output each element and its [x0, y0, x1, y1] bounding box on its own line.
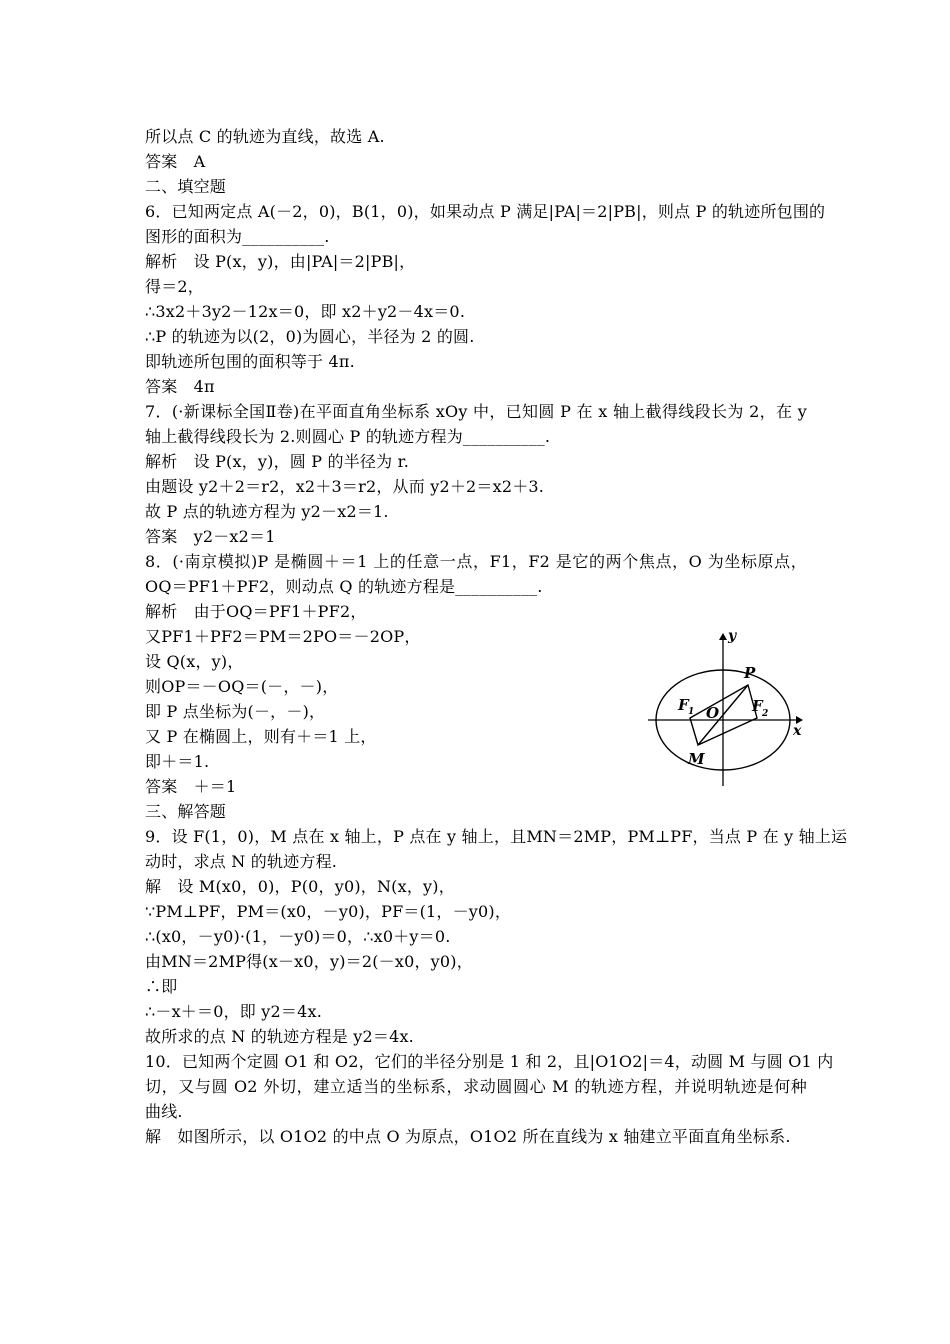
solution-line: 即＋＝1. [145, 752, 210, 771]
solution-line: 即轨迹所包围的面积等于 4π. [145, 352, 355, 371]
section-heading: 三、解答题 [145, 802, 227, 821]
ellipse-figure [640, 628, 815, 788]
question-6: 6．已知两定点 A(－2，0)，B(1，0)，如果动点 P 满足|PA|＝2|PB|，则点 P 的轨迹所包围的 [145, 202, 826, 221]
solution-line: 解 设 M(x0，0)，P(0，y0)，N(x，y)， [145, 877, 455, 896]
solution-line: 由题设 y2＋2＝r2，x2＋3＝r2，从而 y2＋2＝x2＋3. [145, 477, 545, 496]
solution-line: 得＝2， [145, 277, 204, 296]
solution-line: ∴－x＋＝0，即 y2＝4x. [145, 1002, 322, 1021]
point-f1-label: F [678, 696, 689, 714]
question-8: 8．(·南京模拟)P 是椭圆＋＝1 上的任意一点，F1，F2 是它的两个焦点，O 为坐标原点， [145, 552, 807, 571]
solution-line: ∴即 [145, 977, 178, 996]
x-axis-label: x [793, 723, 802, 739]
question-9-cont: 动时，求点 N 的轨迹方程. [145, 852, 338, 871]
solution-line: 则OP＝－OQ＝(－，－)， [145, 677, 339, 696]
solution-line: 又PF1＋PF2＝PM＝2PO＝－2OP， [145, 627, 421, 646]
solution-line: 即 P 点坐标为(－，－)， [145, 702, 326, 721]
section-heading: 二、填空题 [145, 177, 227, 196]
point-p-label: P [744, 664, 756, 682]
answer-line: 答案 ＋＝1 [145, 777, 237, 796]
point-f1-subscript: 1 [688, 707, 695, 717]
answer-line: 答案 y2－x2＝1 [145, 527, 276, 546]
solution-line: 故 P 点的轨迹方程为 y2－x2＝1. [145, 502, 389, 521]
text-line: 所以点 C 的轨迹为直线，故选 A. [145, 127, 385, 146]
point-m-label: M [688, 750, 705, 768]
solution-line: ∴(x0，－y0)·(1，－y0)＝0，∴x0＋y＝0. [145, 927, 451, 946]
question-8-cont: OQ＝PF1＋PF2，则动点 Q 的轨迹方程是__________. [145, 577, 543, 596]
origin-label: O [706, 704, 720, 722]
question-7: 7．(·新课标全国Ⅱ卷)在平面直角坐标系 xOy 中，已知圆 P 在 x 轴上截得线段长为 2，在 y [145, 402, 807, 421]
question-6-cont: 图形的面积为__________. [145, 227, 330, 246]
solution-line: ∵PM⊥PF，PM＝(x0，－y0)，PF＝(1，－y0)， [145, 902, 512, 921]
answer-line: 答案 A [145, 152, 206, 171]
solution-line: 解析 由于OQ＝PF1＋PF2， [145, 602, 367, 621]
question-7-cont: 轴上截得线段长为 2.则圆心 P 的轨迹方程为__________. [145, 427, 551, 446]
solution-line: 解 如图所示，以 O1O2 的中点 O 为原点，O1O2 所在直线为 x 轴建立平面直角坐标系. [145, 1127, 791, 1146]
solution-line: 又 P 在椭圆上，则有＋＝1 上， [145, 727, 377, 746]
question-10-cont: 曲线. [145, 1102, 183, 1121]
solution-line: 解析 设 P(x，y)，圆 P 的半径为 r. [145, 452, 409, 471]
point-f2-subscript: 2 [762, 709, 769, 719]
solution-line: 故所求的点 N 的轨迹方程是 y2＝4x. [145, 1027, 414, 1046]
solution-line: 由MN＝2MP得(x－x0，y)＝2(－x0，y0)， [145, 952, 473, 971]
solution-line: 解析 设 P(x，y)，由|PA|＝2|PB|， [145, 252, 416, 271]
question-10-cont: 切，又与圆 O2 外切，建立适当的坐标系，求动圆圆心 M 的轨迹方程，并说明轨迹是何种 [145, 1077, 807, 1096]
y-axis-label: y [728, 628, 737, 644]
solution-line: ∴P 的轨迹为以(2，0)为圆心，半径为 2 的圆. [145, 327, 475, 346]
solution-line: 设 Q(x，y)， [145, 652, 244, 671]
solution-line: ∴3x2＋3y2－12x＝0，即 x2＋y2－4x＝0. [145, 302, 466, 321]
point-f2-label: F [752, 697, 763, 715]
answer-line: 答案 4π [145, 377, 215, 396]
question-10: 10．已知两个定圆 O1 和 O2，它们的半径分别是 1 和 2，且|O1O2|＝4，动圆 M 与圆 O1 内 [145, 1052, 834, 1071]
question-9: 9．设 F(1，0)，M 点在 x 轴上，P 点在 y 轴上，且MN＝2MP，PM⊥PF，当点 P 在 y 轴上运 [145, 827, 848, 846]
